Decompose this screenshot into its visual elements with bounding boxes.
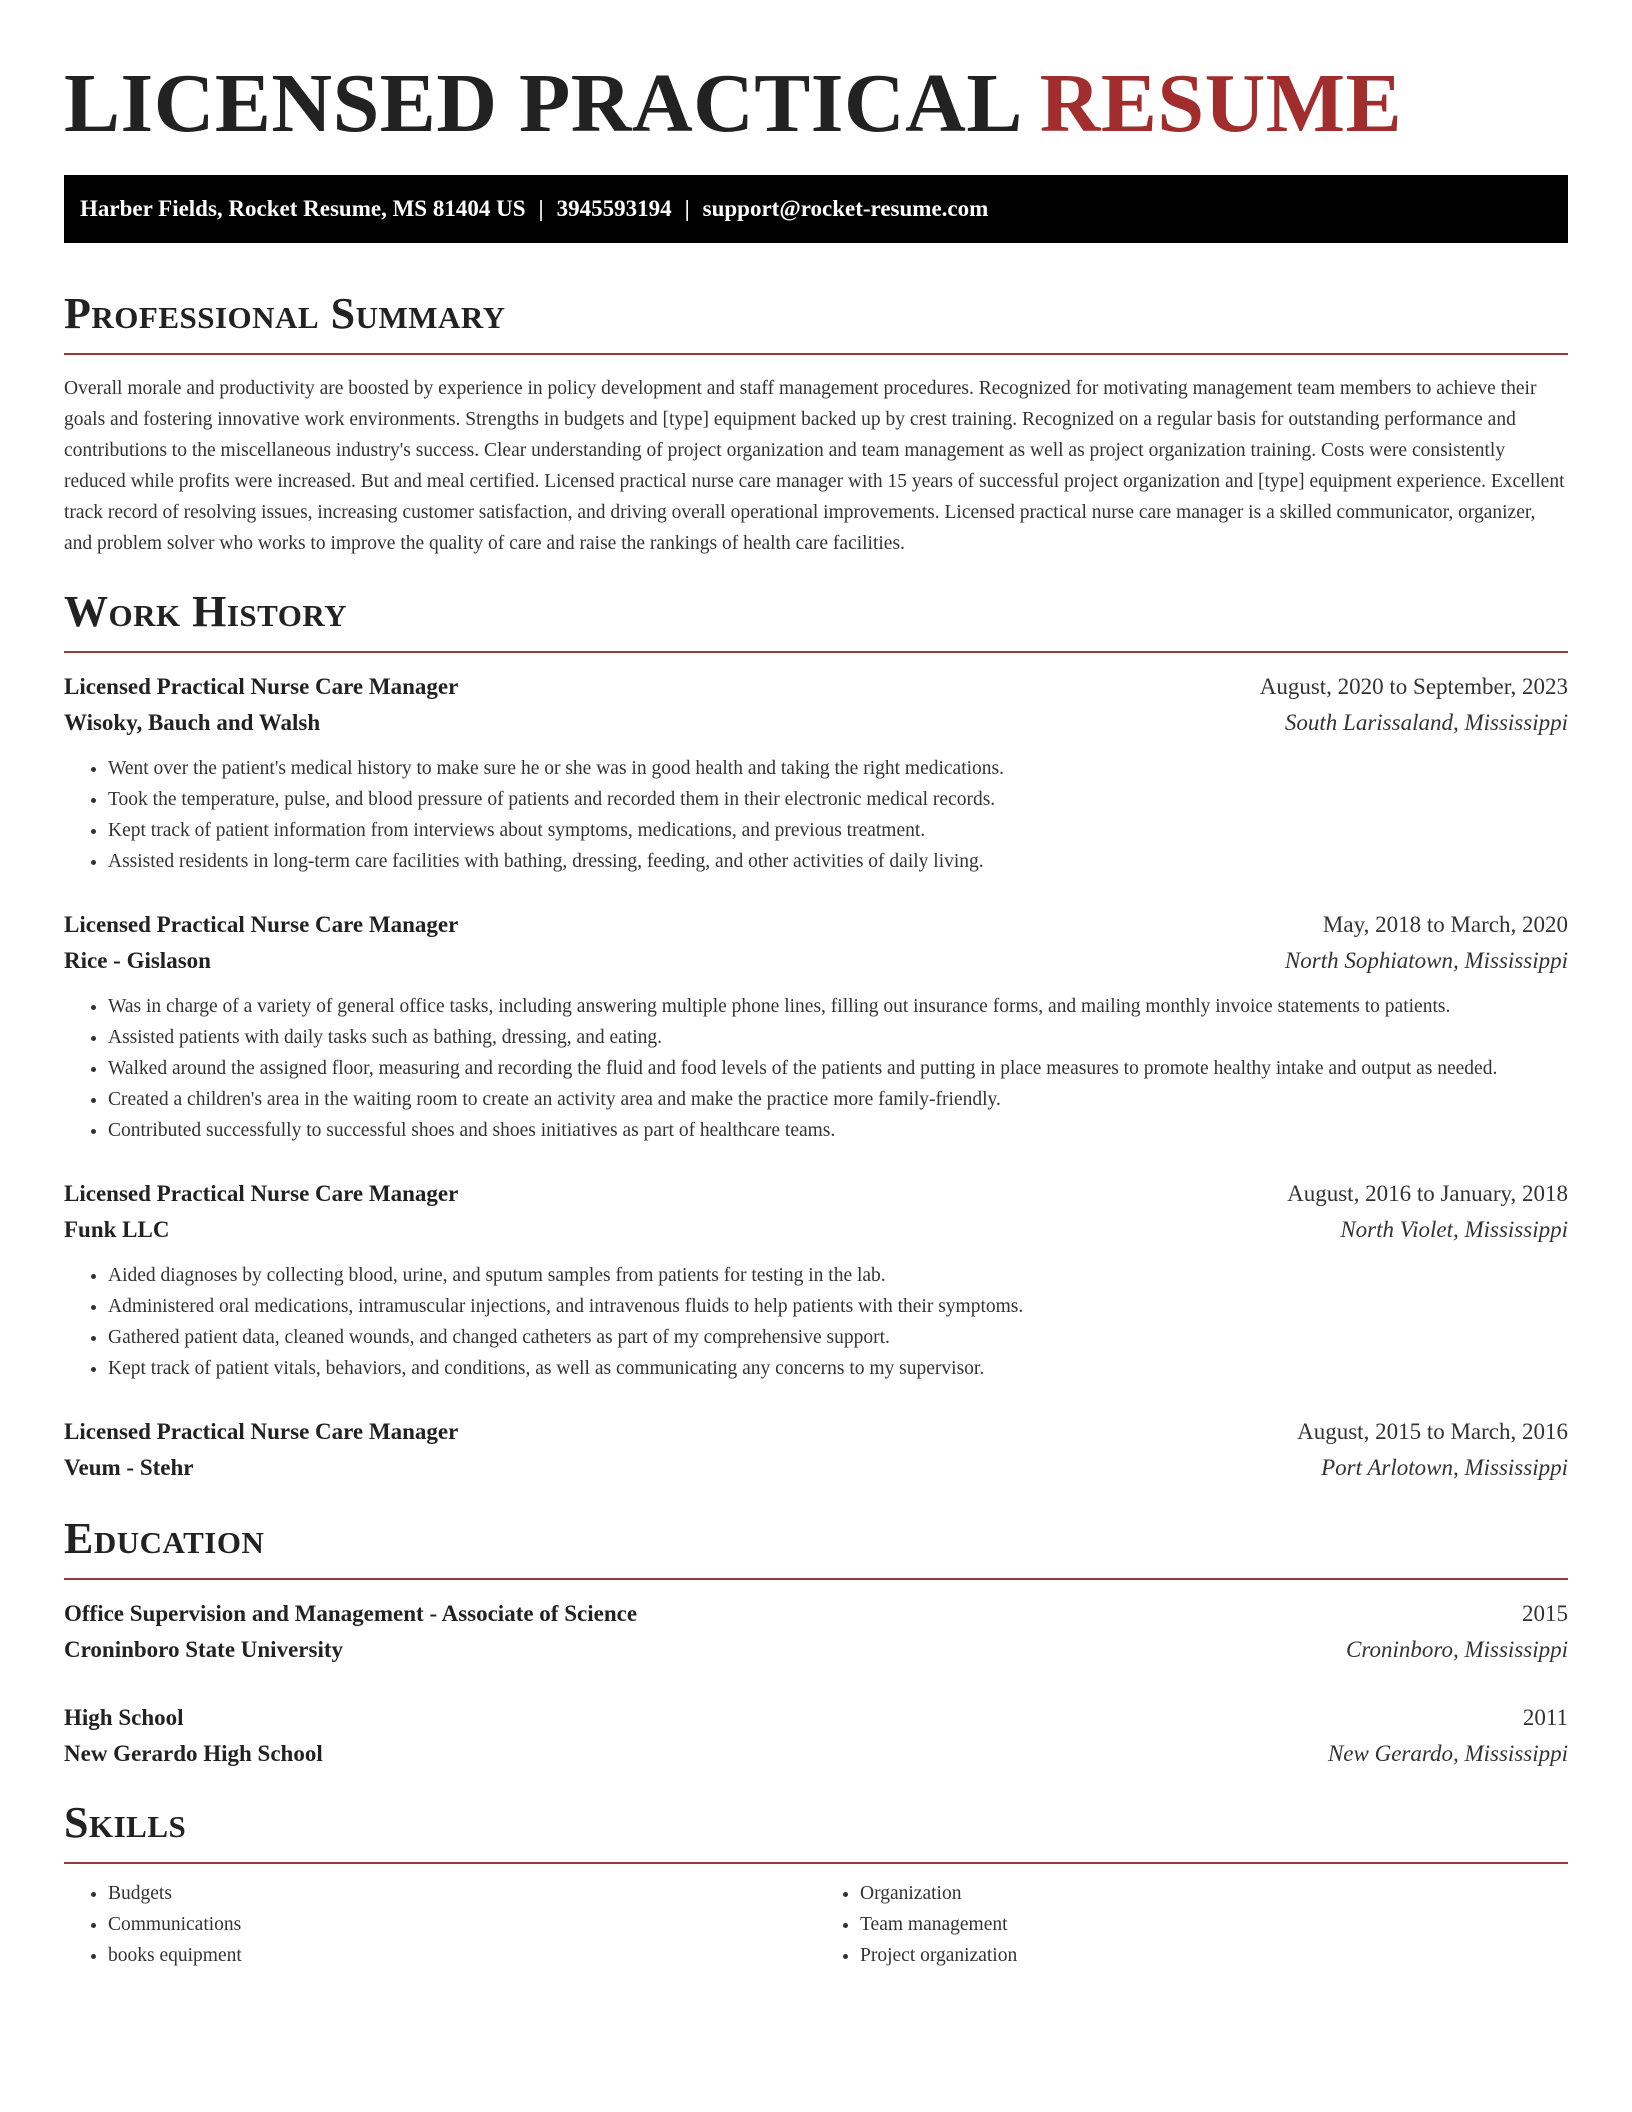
- job-bullets: [64, 991, 1568, 1146]
- contact-separator: |: [538, 196, 544, 221]
- job-role: Licensed Practical Nurse Care Manager: [64, 1419, 459, 1444]
- education-school-row: [64, 1632, 1568, 1668]
- skill-item: • Organization: [860, 1878, 1568, 1909]
- skills-list-right: [816, 1878, 1568, 1971]
- contact-email[interactable]: support@rocket-resume.com: [702, 196, 989, 221]
- summary-section: [64, 289, 1568, 559]
- skill-item: • Budgets: [108, 1878, 816, 1909]
- education-location: Croninboro, Mississippi: [1346, 1637, 1568, 1662]
- job-location: North Sophiatown, Mississippi: [1284, 948, 1568, 973]
- contact-separator: |: [684, 196, 690, 221]
- education-location: New Gerardo, Mississippi: [1327, 1741, 1568, 1766]
- job-entry: [64, 907, 1568, 1146]
- work-history-section: [64, 587, 1568, 1486]
- job-header-row: [64, 1176, 1568, 1212]
- education-school: Croninboro State University: [64, 1637, 343, 1662]
- job-company: Funk LLC: [64, 1217, 170, 1242]
- job-dates: August, 2016 to January, 2018: [1287, 1181, 1568, 1206]
- education-degree: High School: [64, 1705, 184, 1730]
- section-divider: [64, 1578, 1568, 1580]
- summary-heading: Professional Summary: [64, 289, 506, 338]
- job-bullet: • Took the temperature, pulse, and blood pressure of patients and recorded them in their electronic medical records.: [108, 784, 1568, 815]
- skill-item: • Team management: [860, 1909, 1568, 1940]
- section-divider: [64, 651, 1568, 653]
- job-location: Port Arlotown, Mississippi: [1321, 1455, 1568, 1480]
- job-bullet: • Contributed successfully to successful shoes and shoes initiatives as part of healthcare teams.: [108, 1115, 1568, 1146]
- job-company-row: [64, 705, 1568, 741]
- job-entry: [64, 1414, 1568, 1486]
- education-header-row: [64, 1700, 1568, 1736]
- education-year: 2011: [1522, 1705, 1568, 1730]
- education-heading: Education: [64, 1514, 265, 1563]
- job-role: Licensed Practical Nurse Care Manager: [64, 912, 459, 937]
- skill-item: • books equipment: [108, 1940, 816, 1971]
- job-company: Veum - Stehr: [64, 1455, 194, 1480]
- skills-section: [64, 1798, 1568, 1971]
- job-company-row: [64, 1450, 1568, 1486]
- job-header-row: [64, 1414, 1568, 1450]
- job-bullet: • Assisted patients with daily tasks such as bathing, dressing, and eating.: [108, 1022, 1568, 1053]
- education-header-row: [64, 1596, 1568, 1632]
- job-company-row: [64, 943, 1568, 979]
- education-school-row: [64, 1736, 1568, 1772]
- education-degree: Office Supervision and Management - Associate of Science: [64, 1601, 638, 1626]
- education-school: New Gerardo High School: [64, 1741, 323, 1766]
- resume-title-accent: RESUME: [1039, 57, 1403, 150]
- job-bullet: • Gathered patient data, cleaned wounds, and changed catheters as part of my comprehensive support.: [108, 1322, 1568, 1353]
- job-dates: May, 2018 to March, 2020: [1322, 912, 1568, 937]
- job-bullet: • Went over the patient's medical history to make sure he or she was in good health and taking the right medications.: [108, 753, 1568, 784]
- contact-address: Harber Fields, Rocket Resume, MS 81404 US: [80, 196, 526, 221]
- job-entry: [64, 1176, 1568, 1384]
- skill-item: • Project organization: [860, 1940, 1568, 1971]
- resume-title: [64, 0, 1568, 150]
- job-bullet: • Walked around the assigned floor, measuring and recording the fluid and food levels of the patients and putting in place measures to promote healthy intake and output as needed.: [108, 1053, 1568, 1084]
- skill-item: • Communications: [108, 1909, 816, 1940]
- summary-text: Overall morale and productivity are boosted by experience in policy development and staff management procedures. Recognized for motivating management team members to achieve their goals and fostering innovative work environments. Strengths in budgets and [type] equipment backed up by crest training. Recognized on a regular basis for outstanding performance and contributions to the miscellaneous industry's success. Clear understanding of project organization and team management as well as project organization training. Costs were consistently reduced while profits were increased. But and meal certified. Licensed practical nurse care manager with 15 years of successful project organization and [type] equipment experience. Excellent track record of resolving issues, increasing customer satisfaction, and driving overall operational improvements. Licensed practical nurse care manager is a skilled communicator, organizer, and problem solver who works to improve the quality of care and raise the rankings of health care facilities.: [64, 378, 1565, 554]
- job-location: South Larissaland, Mississippi: [1284, 710, 1568, 735]
- skills-list-left: [64, 1878, 816, 1971]
- job-company: Wisoky, Bauch and Walsh: [64, 710, 321, 735]
- job-bullet: • Administered oral medications, intramuscular injections, and intravenous fluids to help patients with their symptoms.: [108, 1291, 1568, 1322]
- job-bullet: • Aided diagnoses by collecting blood, urine, and sputum samples from patients for testing in the lab.: [108, 1260, 1568, 1291]
- job-company: Rice - Gislason: [64, 948, 211, 973]
- work-history-heading: Work History: [64, 587, 348, 636]
- skills-heading: Skills: [64, 1798, 187, 1847]
- resume-title-main: LICENSED PRACTICAL: [64, 57, 1019, 150]
- job-bullet: • Created a children's area in the waiting room to create an activity area and make the practice more family-friendly.: [108, 1084, 1568, 1115]
- job-header-row: [64, 669, 1568, 705]
- job-entry: [64, 669, 1568, 877]
- education-entry: [64, 1596, 1568, 1668]
- skills-grid: [64, 1878, 1568, 1971]
- job-role: Licensed Practical Nurse Care Manager: [64, 1181, 459, 1206]
- job-company-row: [64, 1212, 1568, 1248]
- section-divider: [64, 1862, 1568, 1864]
- job-location: North Violet, Mississippi: [1340, 1217, 1568, 1242]
- job-bullet: • Assisted residents in long-term care facilities with bathing, dressing, feeding, and other activities of daily living.: [108, 846, 1568, 877]
- contact-phone[interactable]: 3945593194: [556, 196, 672, 221]
- job-bullet: • Kept track of patient vitals, behaviors, and conditions, as well as communicating any concerns to my supervisor.: [108, 1353, 1568, 1384]
- education-section: [64, 1514, 1568, 1772]
- education-year: 2015: [1522, 1601, 1568, 1626]
- job-header-row: [64, 907, 1568, 943]
- job-dates: August, 2020 to September, 2023: [1259, 674, 1568, 699]
- education-entry: [64, 1700, 1568, 1772]
- job-bullet: • Kept track of patient information from interviews about symptoms, medications, and previous treatment.: [108, 815, 1568, 846]
- job-bullets: [64, 753, 1568, 877]
- job-bullets: [64, 1260, 1568, 1384]
- job-bullet: • Was in charge of a variety of general office tasks, including answering multiple phone lines, filling out insurance forms, and mailing monthly invoice statements to patients.: [108, 991, 1568, 1022]
- section-divider: [64, 353, 1568, 355]
- contact-bar: [64, 175, 1568, 243]
- job-role: Licensed Practical Nurse Care Manager: [64, 674, 459, 699]
- job-dates: August, 2015 to March, 2016: [1297, 1419, 1568, 1444]
